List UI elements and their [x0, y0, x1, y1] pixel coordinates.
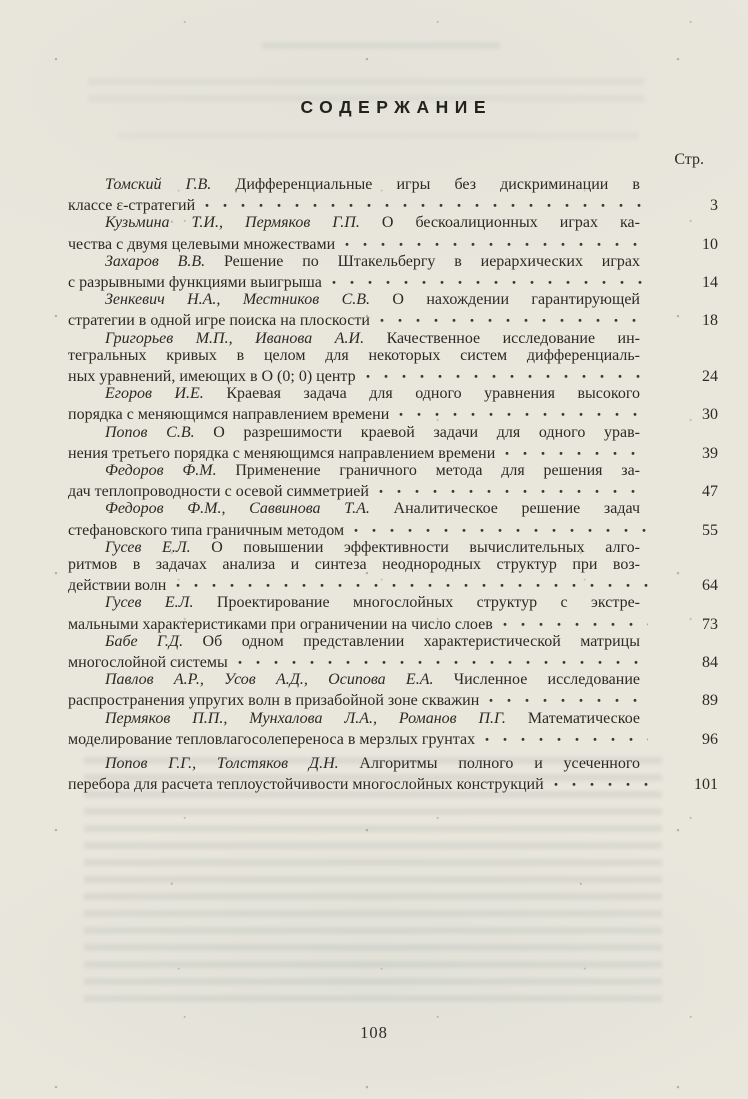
dot-leader	[379, 479, 648, 496]
toc-entry-first-line: Пермяков П.П., Мунхалова Л.А., Романов П.Г. Математическое	[105, 709, 641, 727]
toc-entry	[68, 710, 718, 748]
toc-entry-line: тегральных кривых в целом для некоторых систем дифференциаль-	[68, 346, 640, 364]
entry-title-text: нения третьего порядка с меняющимся направлением времени	[68, 444, 496, 462]
entry-page-number: 18	[702, 312, 718, 330]
entry-title-text: ных уравнений, имеющих в О (0; 0) центр	[68, 368, 356, 386]
entry-page-number: 47	[702, 483, 718, 501]
entry-page-number: 64	[702, 577, 718, 595]
entry-page-number: 73	[702, 615, 718, 633]
entry-page-number: 14	[702, 274, 718, 292]
toc-entry	[68, 291, 718, 329]
toc-entry-last-line	[68, 441, 718, 462]
dot-leader	[485, 727, 648, 744]
dot-leader	[238, 650, 648, 667]
entry-title-text: стефановского типа граничным методом	[68, 521, 345, 539]
toc-entry-first-line: Зенкевич Н.А., Местников С.В. О нахождении гарантирующей	[105, 291, 640, 309]
entry-authors: Павлов А.Р., Усов А.Д., Осипова Е.А.	[105, 671, 434, 689]
entry-authors: Захаров В.В.	[105, 252, 206, 270]
toc-content	[68, 0, 718, 794]
dot-leader	[176, 573, 648, 590]
entry-page-number: 39	[702, 444, 718, 462]
toc-entry-first-line: Гусев Е.Л. О повышении эффективности вычислительных алго-	[105, 538, 640, 556]
toc-entry-first-line: Попов С.В. О разрешимости краевой задачи для одного урав-	[105, 423, 640, 441]
entry-authors: Федоров Ф.М.	[105, 462, 217, 480]
entry-page-number: 96	[702, 730, 718, 748]
toc-entry-first-line: Захаров В.В. Решение по Штакельбергу в иерархических играх	[105, 252, 640, 270]
toc-entry	[68, 214, 718, 252]
toc-entry-last-line	[68, 193, 718, 214]
toc-entry-first-line: Попов Г.Г., Толстяков Д.Н. Алгоритмы полного и усеченного	[105, 755, 640, 773]
entry-authors: Бабе Г.Д.	[105, 632, 184, 650]
toc-entry-line: ритмов в задачах анализа и синтеза неоднородных структур при воз-	[68, 556, 640, 574]
entry-title-text: с разрывными функциями выигрыша	[68, 274, 322, 292]
toc-entry-first-line: Павлов А.Р., Усов А.Д., Осипова Е.А. Численное исследование	[105, 671, 640, 689]
toc-entry	[68, 633, 718, 671]
entry-authors: Гусев Е.Л.	[105, 594, 194, 612]
dot-leader	[366, 364, 648, 381]
show-through-artifact	[84, 757, 662, 1009]
dot-leader	[503, 612, 648, 629]
entry-page-number: 89	[702, 692, 718, 710]
toc-entry-last-line	[68, 270, 718, 291]
entry-page-number: 30	[702, 406, 718, 424]
toc-entry	[68, 462, 718, 500]
toc-entry-last-line	[68, 612, 718, 633]
toc-entry-first-line: Бабе Г.Д. Об одном представлении характеристической матрицы	[105, 632, 640, 650]
toc-entry-first-line: Томский Г.В. Дифференциальные игры без дискриминации в	[105, 176, 640, 193]
entry-page-number: 24	[702, 368, 718, 386]
entry-authors: Григорьев М.П., Иванова А.И.	[105, 329, 365, 347]
dot-leader	[380, 308, 648, 325]
toc-entry-last-line	[68, 573, 718, 594]
toc-entry	[68, 755, 718, 793]
toc-entry	[68, 176, 718, 214]
entry-title-text: мальными характеристиками при ограничении на число слоев	[68, 615, 493, 633]
toc-heading: СОДЕРЖАНИЕ	[300, 97, 492, 117]
dot-leader	[489, 688, 648, 705]
entry-authors: Томский Г.В.	[105, 176, 212, 193]
entry-authors: Егоров И.Е.	[105, 385, 204, 403]
toc-entry	[68, 539, 718, 595]
toc-entry	[68, 594, 718, 632]
entry-page-number: 101	[694, 776, 718, 794]
entry-authors: Пермяков П.П., Мунхалова Л.А., Романов П.Г.	[105, 709, 506, 727]
entry-authors: Кузьмина Т.И., Пермяков Г.П.	[105, 214, 360, 232]
page-number-footer: 108	[360, 1023, 388, 1042]
toc-entry-first-line: Федоров Ф.М., Саввинова Т.А. Аналитическое решение задач	[105, 500, 640, 518]
toc-entry	[68, 330, 718, 386]
toc-entry-first-line: Григорьев М.П., Иванова А.И. Качественное исследование ин-	[105, 329, 640, 347]
entry-title-text: распространения упругих волн в призабойной зоне скважин	[68, 692, 480, 710]
entry-title-text: классе ε-стратегий	[68, 197, 196, 215]
entry-page-number: 84	[702, 654, 718, 672]
entry-title-text: порядка с меняющимся направлением времени	[68, 406, 390, 424]
toc-entry-first-line: Егоров И.Е. Краевая задача для одного уравнения высокого	[105, 385, 640, 403]
toc-entry-last-line	[68, 479, 718, 500]
toc-entry-last-line	[68, 308, 718, 329]
toc-entry-last-line	[68, 364, 718, 385]
toc-entry	[68, 671, 718, 709]
dot-leader	[505, 441, 648, 458]
entry-title-text: моделирование тепловлагосолепереноса в мерзлых грунтах	[68, 730, 476, 748]
dot-leader	[345, 232, 648, 249]
toc-entry-first-line: Гусев Е.Л. Проектирование многослойных структур с экстре-	[105, 594, 640, 612]
entry-title-text: дач теплопроводности с осевой симметрией	[68, 483, 369, 501]
entry-authors: Гусев Е.Л.	[105, 538, 191, 556]
dot-leader	[332, 270, 648, 287]
toc-entry-last-line	[68, 518, 718, 539]
toc-entry-first-line: Кузьмина Т.И., Пермяков Г.П. О бескоалиционных играх ка-	[105, 214, 640, 232]
entry-authors: Федоров Ф.М., Саввинова Т.А.	[105, 500, 370, 518]
entry-authors: Попов Г.Г., Толстяков Д.Н.	[105, 755, 339, 773]
entry-title-text: действии волн	[68, 577, 167, 595]
entry-page-number: 55	[702, 521, 718, 539]
dot-leader	[205, 193, 648, 210]
page-column-label: Стр.	[674, 151, 704, 168]
toc-entry-last-line	[68, 688, 718, 709]
entry-authors: Зенкевич Н.А., Местников С.В.	[105, 291, 371, 309]
entry-page-number: 3	[710, 197, 718, 215]
entry-title-text: чества с двумя целевыми множествами	[68, 235, 336, 253]
entry-title-text: стратегии в одной игре поиска на плоскости	[68, 312, 370, 330]
toc-entry	[68, 424, 718, 462]
entry-page-number: 10	[702, 235, 718, 253]
dot-leader	[354, 518, 648, 535]
dot-leader	[399, 402, 648, 419]
toc-entry-list	[68, 176, 718, 794]
toc-entry	[68, 385, 718, 423]
dot-leader	[554, 772, 648, 789]
toc-entry-last-line	[68, 232, 718, 253]
entry-title-text: перебора для расчета теплоустойчивости многослойных конструкций	[68, 776, 544, 794]
toc-entry-last-line	[68, 727, 718, 748]
toc-entry-last-line	[68, 650, 718, 671]
entry-title-text: многослойной системы	[68, 654, 228, 672]
toc-entry-last-line	[68, 772, 718, 793]
toc-entry	[68, 253, 718, 291]
toc-entry	[68, 500, 718, 538]
toc-entry-last-line	[68, 402, 718, 423]
toc-entry-first-line: Федоров Ф.М. Применение граничного метода для решения за-	[105, 462, 640, 480]
entry-authors: Попов С.В.	[105, 423, 195, 441]
